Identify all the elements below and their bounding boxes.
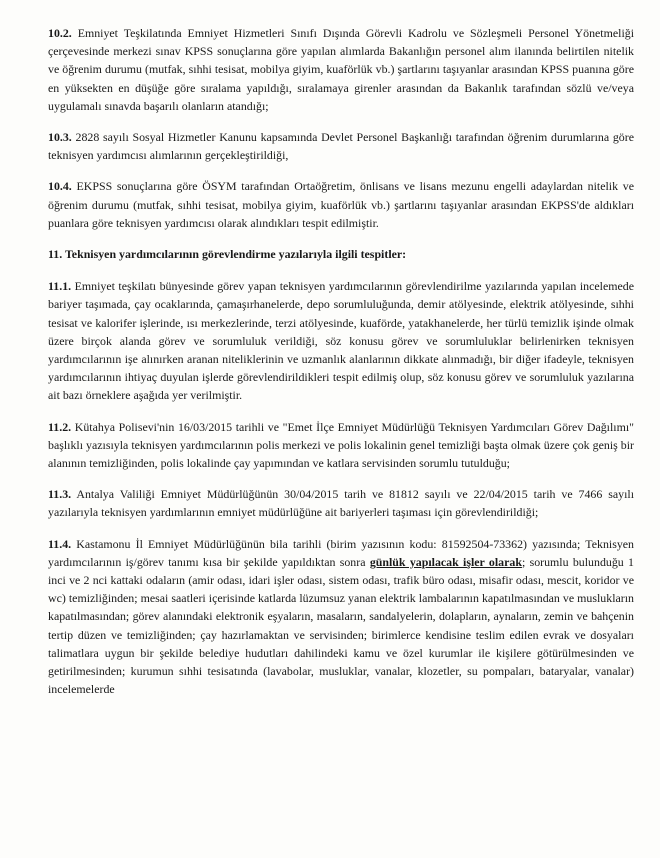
paragraph-text: Kütahya Polisevi'nin 16/03/2015 tarihli ve "Emet İlçe Emniyet Müdürlüğü Teknisyen Yardımcıları Görev Dağılımı" başlıklı yazısıyla teknisyen yardımcılarının polis merkezi ve polis lokalinin genel temizliği başta olmak üzere çok geniş bir alanının temizliğinden, polis lokalinde çay yapımından ve katlara servisinden sorumlu tutulduğu; bbox=[48, 419, 634, 471]
paragraph-text: EKPSS sonuçlarına göre ÖSYM tarafından Ortaöğretim, önlisans ve lisans mezunu engelli adaylardan nitelik ve öğrenim durumu (mutfak, sıhhi tesisat, mobilya giyim, kuaförlük vb.) şartlarını taşıyanlar arasından EKPSS'de aldıkları puanlara göre teknisyen yardımcısı olarak alındıkları tespit edilmiştir. bbox=[48, 179, 634, 230]
paragraph-text: Antalya Valiliği Emniyet Müdürlüğünün 30/04/2015 tarih ve 81812 sayılı ve 22/04/2015 tarih ve 7466 sayılı yazılarıyla teknisyen yardımlarının emniyet müdürlüğüne ait bariyerleri taşıması için görevlendirildiği; bbox=[48, 487, 634, 520]
section-heading: 11. Teknisyen yardımcılarının görevlendirme yazılarıyla ilgili tespitler: bbox=[48, 247, 407, 262]
paragraph-10-2 bbox=[48, 24, 634, 115]
paragraph-11-1 bbox=[48, 277, 634, 404]
paragraph-number: 10.2. bbox=[48, 26, 72, 40]
paragraph-number: 11.1. bbox=[48, 279, 72, 294]
emphasized-phrase: günlük yapılacak işler olarak bbox=[369, 554, 522, 569]
paragraph-number: 11.3. bbox=[48, 487, 72, 502]
paragraph-10-4 bbox=[48, 177, 634, 232]
paragraph-number: 11.4. bbox=[48, 536, 72, 551]
paragraph-text: Emniyet teşkilatı bünyesinde görev yapan teknisyen yardımcılarının görevlendirilme yazılarında yapılan incelemede bariyer taşımada, çay ocaklarında, çamaşırhanelerde, depo sorumluluğunda, demir atölyesinde, elektrik atölyesinde, sıhhi tesisat ve kalorifer işlerinde, ısı merkezlerinde, terzi atölyesinde, kuaförde, yatakhanelerde, her türlü temizlik işinde olmak üzere birçok alanda görev ve sorumluluk verildiği, söz konusu görev ve sorumluluklar belirlenirken teknisyen yardımcılarının işe alınırken aranan niteliklerinin ve uzmanlık alanlarının dikkate alınmadığı, bir diğer ifadeyle, teknisyen yardımcılarının ihtiyaç duyulan işlerde görevlendirildikleri tespit edilmiş olup, söz konusu görev ve sorumluluk yazılarına ait bazı örneklere aşağıda yer verilmiştir. bbox=[48, 279, 634, 403]
paragraph-number: 10.3. bbox=[48, 130, 72, 145]
paragraph-11-2 bbox=[48, 418, 634, 473]
paragraph-text: 2828 sayılı Sosyal Hizmetler Kanunu kapsamında Devlet Personel Başkanlığı tarafından öğrenim durumlarına göre teknisyen yardımcısı alımlarının gerçekleştirildiği, bbox=[48, 130, 634, 163]
paragraph-number: 10.4. bbox=[48, 179, 72, 194]
paragraph-text: Emniyet Teşkilatında Emniyet Hizmetleri Sınıfı Dışında Görevli Kadrolu ve Sözleşmeli Personel Yönetmeliği çerçevesinde merkezi sınav KPSS sonuçlarına göre yapılan alımlarda Bakanlığın personel alım ilanında belirtilen nitelik ve öğrenim durumu (mutfak, sıhhi tesisat, mobilya giyim, kuaförlük vb.) şartlarını taşıyanlar arasından KPSS puanına göre en yüksekten en düşüğe göre sıralama yapıldığı, sıralamaya girenler arasından da Bakanlık tarafından sözlü ve/veya uygulamalı sınavda başarılı olanların atandığı; bbox=[48, 26, 634, 113]
paragraph-text: Kastamonu İl Emniyet Müdürlüğünün bila tarihli (birim yazısının kodu: 81592504-73362) yazısında; Teknisyen yardımcılarının iş/görev tanımı kısa bir şekilde yapıldıktan sonra bbox=[48, 536, 634, 569]
paragraph-11-3 bbox=[48, 485, 634, 521]
paragraph-text-continued: ; sorumlu bulunduğu 1 inci ve 2 nci kattaki odaların (amir odası, idari işler odası, sistem odası, trafik büro odası, misafir odası, mescit, koridor ve wc) temizliğinden; mesai saatleri içerisinde katlarda lüzumsuz yanan elektrik lambalarının kapatılmasından ve muslukların kapatılmasından; görev alanındaki elektronik eşyaların, masaların, sandalyelerin, dolapların, aynaların, zemin ve bahçenin tertip düzen ve temizliğinden; çay hazırlamaktan ve servisinden; birimlerce kendisine teslim edilen evrak ve dosyaları talimatlara uygun bir şekilde belediye hudutları dahilindeki kamu ve özel kurumlar ile kişilere götürülmesinden ve getirilmesinden; kurumun sıhhi tesisatında (lavabolar, musluklar, vanalar, klozetler, su pompaları, bataryalar, vanalar) incelemelerde bbox=[48, 554, 634, 697]
paragraph-10-3 bbox=[48, 128, 634, 164]
paragraph-number: 11.2. bbox=[48, 419, 72, 434]
paragraph-11-4 bbox=[48, 535, 634, 699]
